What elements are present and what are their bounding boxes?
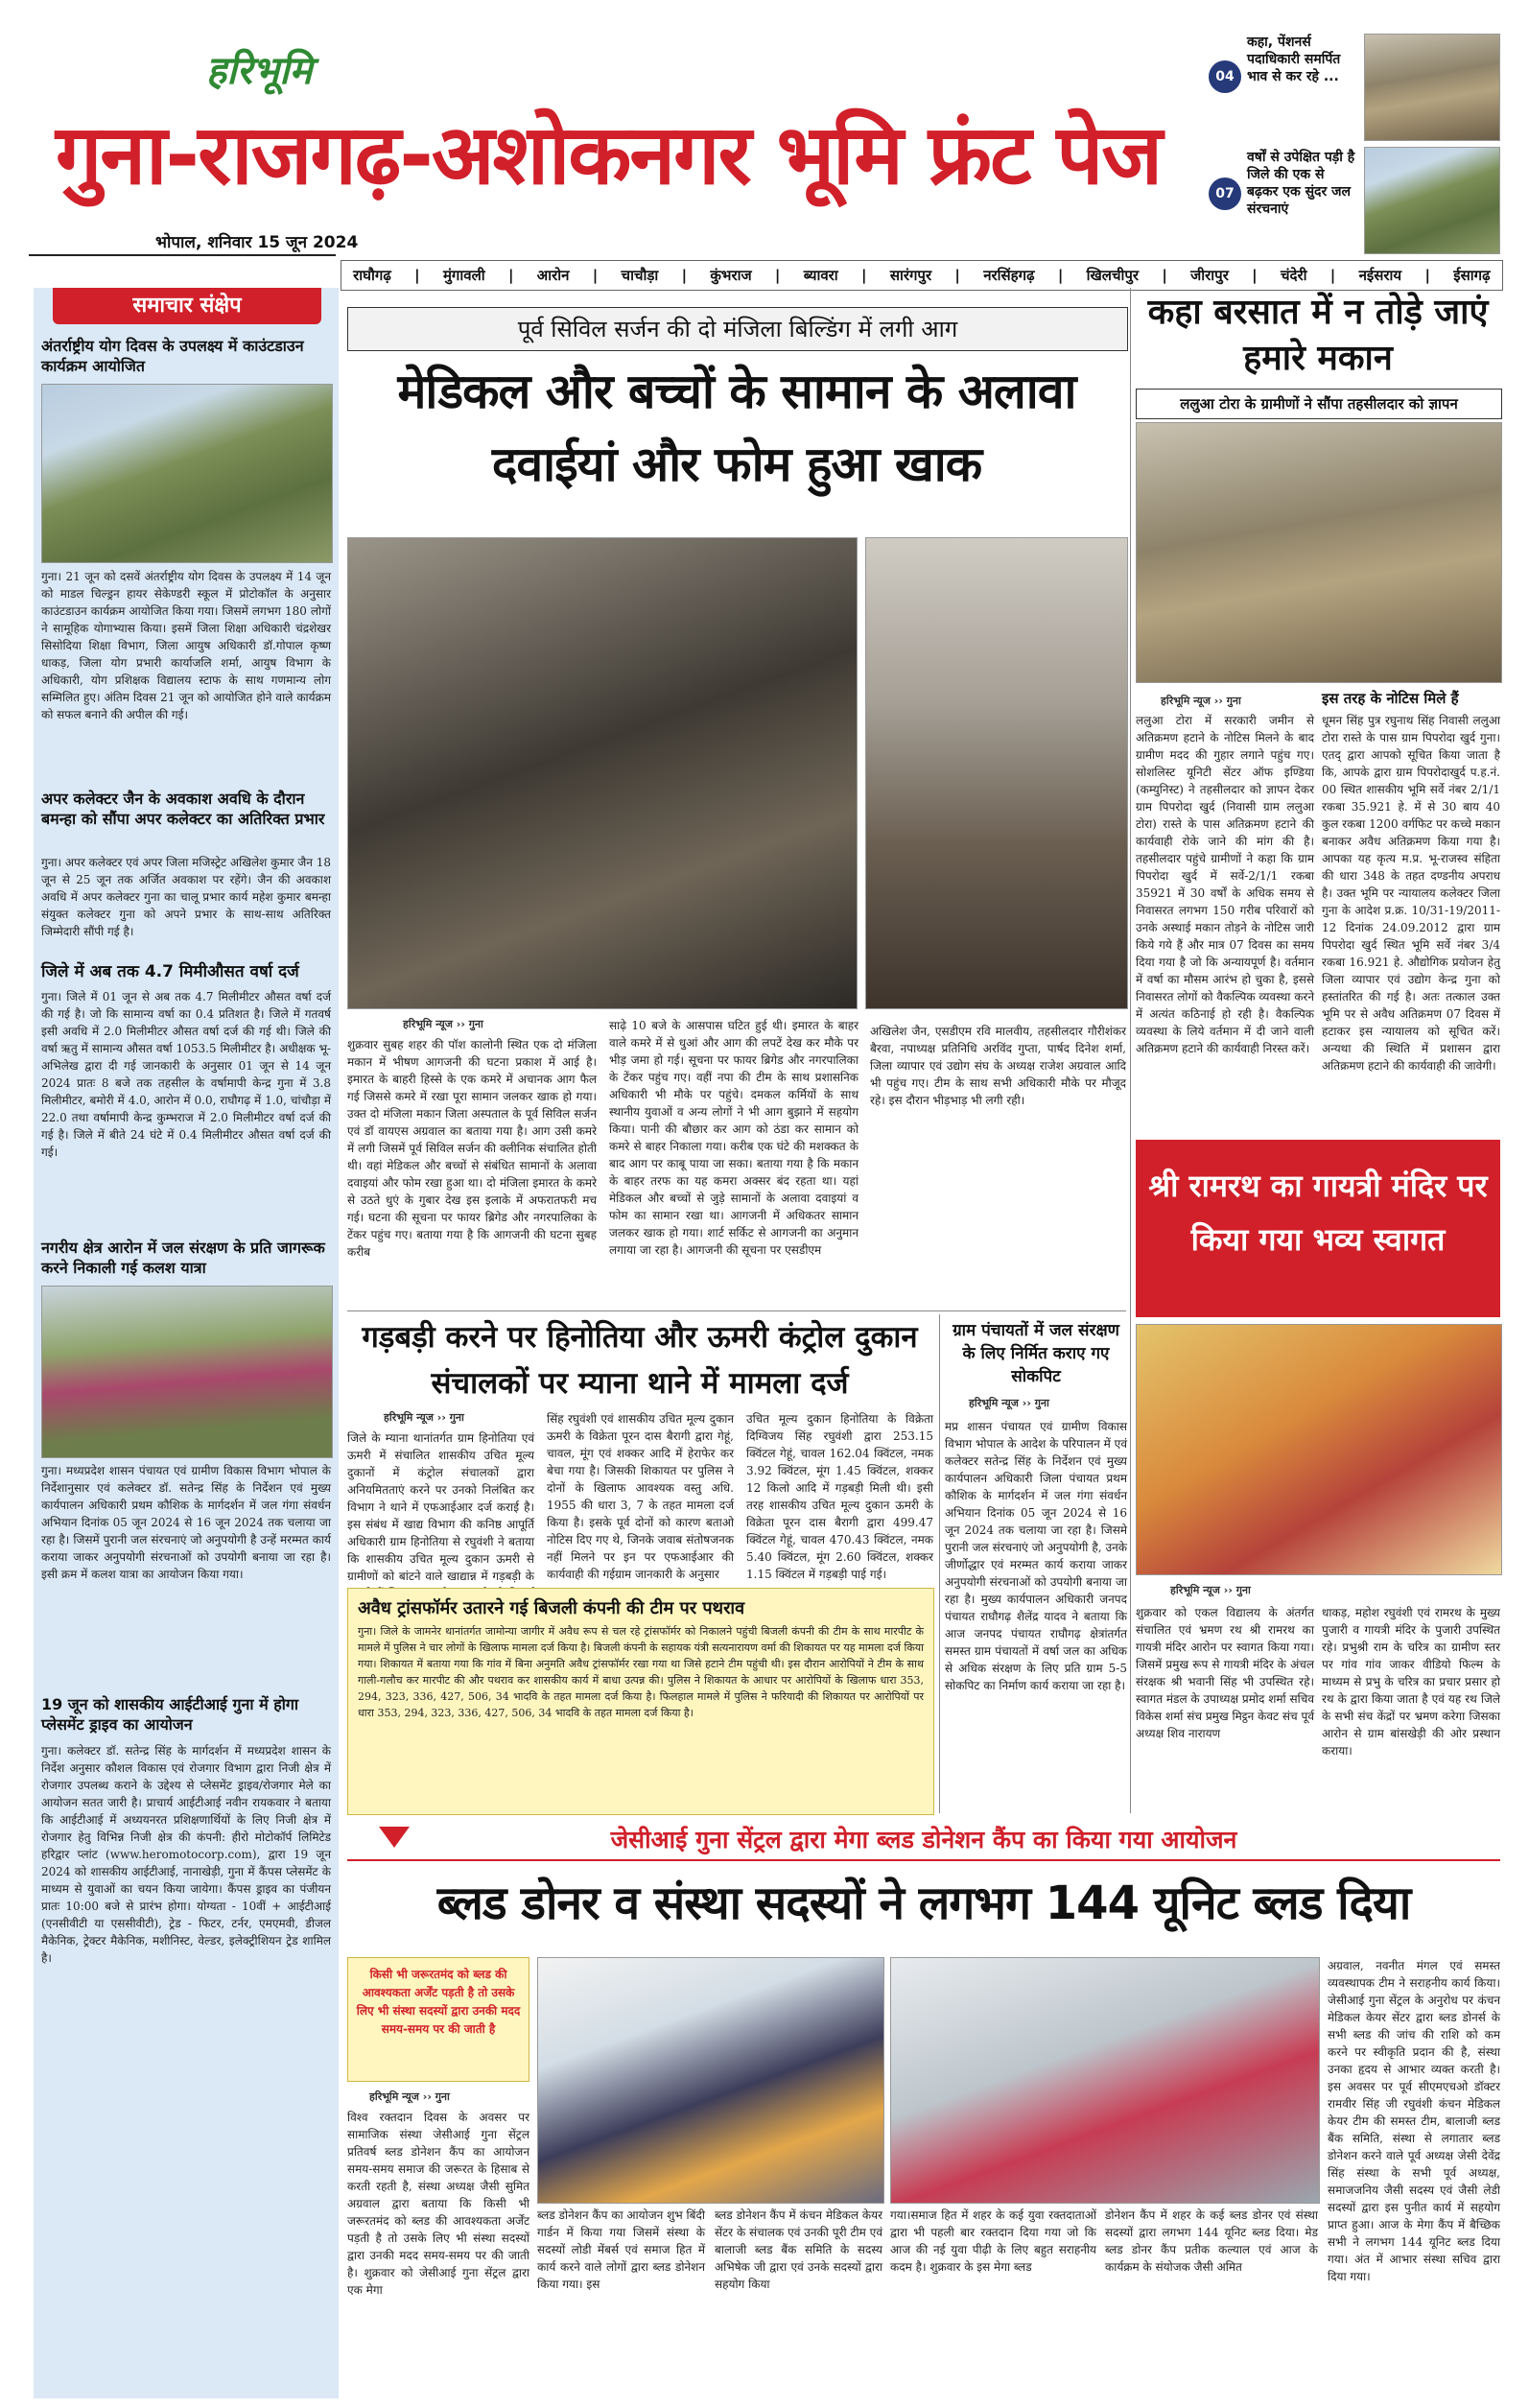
brief-body: गुना। अपर कलेक्टर एवं अपर जिला मजिस्ट्रेट अखिलेश कुमार जैन 18 जून से 25 जून तक अर्जित अवकाश पर रहेंगे। जैन की अवकाश अवधि में अपर कलेक्टर गुना का चालू प्रभार कार्य महेश कुमार बमन्हा संयुक्त कलेक्टर गुना को अपने प्रभार के साथ-साथ अतिरिक्त जिम्मेदारी सौंपी गई है। <box>41 856 331 938</box>
scam-headline[interactable]: गड़बड़ी करने पर हिनोतिया और ऊमरी कंट्रोल दुकान संचालकों पर म्याना थाने में मामला दर्ज <box>362 1320 918 1401</box>
houses-col2: धूमन सिंह पुत्र रघुनाथ सिंह निवासी ललुआ टोरा रास्ते के पास ग्राम पिपरोदा खुर्द गुना। एतद् द्वारा आपको सूचित किया जाता है कि, आपके द्वारा ग्राम पिपरोदाखुर्द प.ह.नं. 00 स्थित शासकीय भूमि सर्वे नंबर 2/1/1 रकबा 35.921 हे. में से 30 बाय 40 कुल रकबा 1200 वर्गफिट पर कच्चे मकान बनाकर अवैध अतिक्रमण किया गया है। आपका यह कृत्य म.प्र. भू-राजस्व संहिता की धारा 348 के तहत दण्डनीय अपराध है। उक्त भूमि पर न्यायालय कलेक्टर जिला गुना के आदेश प्र.क्र. 10/31-19/2011-12 दिनांक 24.09.2012 द्वारा ग्राम पिपरोदा खुर्द स्थित भूमि सर्वे नंबर 3/4 रकबा 16.921 हे. औद्योगिक प्रयोजन हेतु जिला व्यापार एवं उद्योग केन्द्र गुना को हस्तांतरित की गई है। अतः तत्काल उक्त भूमि पर से अवैध अतिक्रमण 07 दिवस में हटाकर इस न्यायालय को सूचित करें। अन्यथा की स्थिति में प्रशासन द्वारा अतिक्रमण हटाने की कार्यवाही की जावेगी। <box>1322 714 1500 1073</box>
brief-header: समाचार संक्षेप <box>53 288 321 324</box>
town-item[interactable]: ब्यावरा <box>803 267 838 284</box>
blood-col2: अग्रवाल, नवनीत मंगल एवं समस्त व्यवस्थापक टीम ने सराहनीय कार्य किया। जेसीआई गुना सेंट्रल के अनुरोध पर कंचन मेडिकल केयर सेंटर द्वारा ब्लड डोनर्स के सभी ब्लड की जांच की राशि को कम करने पर स्वीकृति प्रदान की है, संस्था उनका हृदय से आभार व्यक्त करती है। इस अवसर पर पूर्व सीएमएचओ डॉक्टर रामवीर सिंह जी रघुवंशी कंचन मेडिकल केयर टीम की समस्त टीम, बालाजी ब्लड बैंक समिति, संस्था से लगातार ब्लड डोनेशन करने वाले पूर्व अध्यक्ष जेसी देवेंद्र सिंह संस्था के सभी पूर्व अध्यक्ष, समाजजनिय जैसी सदस्य एवं जैसी लेडी सदस्यों द्वारा इस पुनीत कार्य में सहयोग प्राप्त हुआ। आज के मेगा कैंप में बैच्छिक सभी ने लगभग 144 यूनिट ब्लड दिया गया। अंत में आभार संस्था सचिव द्वारा दिया गया। <box>1328 1959 1500 2283</box>
temple-col2: धाकड़, महोश रघुवंशी एवं रामरथ के मुख्य पुजारी व गायत्री मंदिर के पुजारी उपस्थित रहे। प्रभुश्री राम के चरित्र का ग्रामीण स्तर पर गांव गांव जाकर वीडियो फिल्म के माध्यम से प्रभु के चरित्र का प्रचार प्रसार हो रथ के द्वारा किया जाता है एवं यह रथ जिले के सभी संच केंद्रों पर भ्रमण करेगा जिसका आरोन से ग्राम बांसखेड़ी की ओर प्रस्थान कराया। <box>1322 1606 1500 1758</box>
brief-body: गुना। जिले में 01 जून से अब तक 4.7 मिलीमीटर औसत वर्षा दर्ज की गई है। जो कि सामान्य वर्षा का 0.4 प्रतिशत है। जिले में गतवर्ष इसी अवधि में 2.0 मिलीमीटर औसत वर्षा दर्ज की गई थी। जिले की वर्षा ऋतु में सामान्य औसत वर्षा 1053.5 मिलीमीटर है। अधीक्षक भू-अभिलेख द्वारा दी गई जानकारी के अनुसार 01 जून से 14 जून 2024 प्रातः 8 बजे तक तहसील के वर्षामापी केन्द्र गुना में 3.8 मिलीमीटर, बमोरी में 4.0, आरोन में 0.0, राघौगढ़ में 1.0, चांचौड़ा में 22.0 तथा वर्षामापी केन्द्र कुम्भराज में 2.0 मिलीमीटर वर्षा दर्ज की गई है। जिले में बीते 24 घंटे में 0.4 मिलीमीटर औसत वर्षा दर्ज की गई। <box>41 990 331 1159</box>
blood-quote: किसी भी जरूरतमंद को ब्लड की आवश्यकता अर्जेंट पड़ती है तो उसके लिए भी संस्था सदस्यों द्वारा उनकी मदद समय-समय पर की जाती है <box>347 1957 529 2082</box>
kalash-yatra-photo <box>41 1286 333 1458</box>
dateline: भोपाल, शनिवार 15 जून 2024 <box>155 233 359 252</box>
scam-byline: हरिभूमि न्यूज ›› गुना <box>384 1411 464 1424</box>
houses-subhead2: इस तरह के नोटिस मिले हैं <box>1322 690 1459 707</box>
page-title: गुना-राजगढ़-अशोकनगर भूमि फ्रंट पेज <box>56 107 1162 203</box>
villagers-photo <box>1136 422 1502 683</box>
water-body: मप्र शासन पंचायत एवं ग्रामीण विकास विभाग भोपाल के आदेश के परिपालन में एवं कलेक्टर सतेन्द्र सिंह के निर्देशन एवं मुख्य कार्यपालन अधिकारी जिला पंचायत प्रथम कौशिक के मार्गदर्शन में जल गंगा संवर्धन अभियान दिनांक 05 जून 2024 से 16 जून 2024 तक चलाया जा रहा है। जिसमे पुरानी जल संरचनाएं जो अनुपयोगी है, उनके जीर्णोद्धार एवं मरम्मत कार्य कराया जाकर अनुपयोगी संरचनाओं को उपयोगी बनाया जा रहा है। मुख्य कार्यपालन अधिकारी जनपद पंचायत राघौगढ़ शैलेंद्र यादव ने बताया कि आज जनपद पंचायत राघौगढ़ क्षेत्रांतर्गत समस्त ग्राम पंचायतों में वर्षा जल का अधिक से अधिक संरक्षण के लिए प्रति ग्राम 5-5 सोकपिट का निर्माण कार्य कराया जा रहा है। <box>945 1420 1127 1692</box>
town-item[interactable]: चाचौड़ा <box>621 267 659 284</box>
brief-body: गुना। कलेक्टर डॉ. सतेन्द्र सिंह के मार्गदर्शन में मध्यप्रदेश शासन के निर्देश अनुसार कौशल विकास एवं रोजगार विभाग द्वारा निजी क्षेत्र में रोजगार उपलब्ध कराने के उद्देश्य से प्लेसमेंट ड्राइव/रोजगार मेले का आयोजन सतत जारी है। प्राचार्य आईटीआई नवीन रायकवार ने बताया कि आईटीआई में अध्ययनरत प्रशिक्षणार्थियों के लिए निजी क्षेत्र में रोजगार हेतु विभिन्न निजी क्षेत्र की कंपनी: हीरो मोटोकॉर्प लिमिटेड हरिद्वार प्लांट (www.heromotocorp.com), द्वारा 19 जून 2024 को शासकीय आईटीआई, नानाखेड़ी, गुना में कैंपस प्लेसमेंट के माध्यम से युवाओं का चयन किया जायेगा। कैंपस ड्राइव का पंजीयन प्रातः 10:00 बजे से प्रारंभ होगा। योग्यता - 10वीं + आईटीआई (एनसीवीटी या एससीवीटी), ट्रेड - फिटर, टर्नर, एमएमवी, डीजल मैकेनिक, ट्रेक्टर मैकेनिक, मशीनिस्ट, वेल्डर, इलेक्ट्रीशियन ट्रेड शामिल है। <box>41 1744 331 1965</box>
town-strip: राघौगढ़ | मुंगावली | आरोन | चाचौड़ा | कुंभराज | ब्यावरा | सारंगपुर | नरसिंहगढ़ | खिलचीपुर | जीरापुर | चंदेरी | नईसराय | ईसागढ़ <box>341 260 1503 291</box>
teaser-photo <box>1364 147 1500 254</box>
blood-byline: हरिभूमि न्यूज ›› गुना <box>369 2090 450 2103</box>
teaser-photo <box>1364 34 1500 141</box>
teaser-text[interactable]: कहा, पेंशनर्स पदाधिकारी समर्पित भाव से कर रहे ... <box>1247 35 1341 84</box>
fire-byline: हरिभूमि न्यूज ›› गुना <box>403 1018 483 1030</box>
ramrath-photo <box>1136 1324 1502 1575</box>
blood-icon <box>379 1827 410 1848</box>
brief-body: गुना। मध्यप्रदेश शासन पंचायत एवं ग्रामीण विकास विभाग भोपाल के निर्देशानुसार एवं कलेक्टर डॉ. सतेन्द्र सिंह के निर्देशन एवं मुख्य कार्यपालन अधिकारी प्रथम कौशिक के मार्गदर्शन में जल गंगा संवर्धन अभियान दिनांक 05 जून 2024 से 16 जून 2024 तक चलाया जा रहा है। जिसमें पुरानी जल संरचनाएं जो अनुपयोगी है उन्हें मरम्मत कार्य कराया जाकर अनुपयोगी संरचनाओं को उपयोगी बनाया जा रहा है। इसी क्रम में कलश यात्रा का आयोजन किया गया। <box>41 1464 331 1581</box>
water-headline[interactable]: ग्राम पंचायतों में जल संरक्षण के लिए निर्मित कराए गए सोकपिट <box>953 1321 1119 1386</box>
brief-title[interactable]: जिले में अब तक 4.7 मिमीऔसत वर्षा दर्ज <box>41 962 299 981</box>
town-item[interactable]: नईसराय <box>1358 267 1402 284</box>
brief-title[interactable]: अंतर्राष्ट्रीय योग दिवस के उपलक्ष्य में काउंटडाउन कार्यक्रम आयोजित <box>41 337 304 375</box>
brief-title[interactable]: 19 जून को शासकीय आईटीआई गुना में होगा प्लेसमेंट ड्राइव का आयोजन <box>41 1695 299 1734</box>
blood-headline[interactable]: ब्लड डोनर व संस्था सदस्यों ने लगभग 144 यूनिट ब्लड दिया <box>436 1877 1411 1930</box>
column-rule <box>939 1314 940 1813</box>
fire-kicker: पूर्व सिविल सर्जन की दो मंजिला बिल्डिंग में लगी आग <box>347 307 1128 351</box>
transformer-box <box>347 1588 934 1815</box>
burnt-building-photo <box>347 537 858 1009</box>
yoga-photo <box>41 384 333 563</box>
temple-byline: हरिभूमि न्यूज ›› गुना <box>1170 1584 1251 1596</box>
houses-headline[interactable]: कहा बरसात में न तोड़े जाएं हमारे मकान <box>1147 293 1489 378</box>
transformer-headline[interactable]: अवैध ट्रांसफॉर्मर उतारने गई बिजली कंपनी की टीम पर पथराव <box>358 1598 745 1618</box>
blood-caption3: गया।समाज हित में शहर के कई युवा रक्तदाताओं द्वारा भी पहली बार रक्तदान दिया गया जो कि आज की नई युवा पीढ़ी के लिए बहुत सराहनीय कदम है। शुक्रवार के इस मेगा ब्लड <box>890 2208 1096 2274</box>
fire-smoke-photo <box>865 537 1128 1009</box>
town-item[interactable]: कुंभराज <box>710 267 752 284</box>
fire-col1: शुक्रवार सुबह शहर की पॉश कालोनी स्थित एक दो मंजिला मकान में भीषण आगजनी की घटना प्रकाश में आई है। इमारत के बाहरी हिस्से के एक कमरे में अचानक आग फैल गई जिससे कमरे में रखा पूरा सामान जलकर खाक हो गया। उक्त दो मंजिला मकान जिला अस्पताल के पूर्व सिविल सर्जन एवं डॉ वायएस अग्रवाल का बताया गया है। आग उसी कमरे में लगी जिसमें पूर्व सिविल सर्जन की क्लीनिक संचालित होती थी। वहां मेडिकल और बच्चों से संबंधित सामानों के अलावा दवाइयां और फोम रखा हुआ था। दो मंजिला इमारत के कमरे से उठते धुएं के गुबार देख इस इलाके में अफरातफरी मच गई। घटना की सूचना पर फायर ब्रिगेड और नगरपालिका के टेंकर पहुंच गए। बताया गया है कि आगजनी की घटना सुबह करीब <box>347 1038 597 1259</box>
town-item[interactable]: ईसागढ़ <box>1453 267 1491 284</box>
town-item[interactable]: सारंगपुर <box>889 267 932 284</box>
houses-byline: हरिभूमि न्यूज ›› गुना <box>1161 695 1241 707</box>
brief-title[interactable]: अपर कलेक्टर जैन के अवकाश अवधि के दौरान बमन्हा को सौंपा अपर कलेक्टर का अतिरिक्त प्रभार <box>41 790 325 828</box>
blood-caption2: ब्लड डोनेशन कैंप में कंचन मेडिकल केयर सेंटर के संचालक एवं उनकी पूरी टीम एवं बालाजी ब्लड बैंक समिति के सदस्य अभिषेक जी द्वारा एवं उनके सदस्यों द्वारा सहयोग किया <box>715 2208 882 2291</box>
transformer-body: गुना। जिले के जामनेर थानांतर्गत जामोन्या जागीर में अवैध रूप से चल रहे ट्रांसफॉर्मर को निकालने पहुंची बिजली कंपनी की टीम के साथ मारपीट के मामले में पुलिस ने चार लोगों के खिलाफ मामला दर्ज किया है। बिजली कंपनी के सहायक यंत्री सत्यनारायण वर्मा की शिकायत पर यह मामला दर्ज किया गया। शिकायत में बताया गया कि गांव में बिना अनुमति अवैध ट्रांसफॉर्मर रखा गया था जिसे हटाने टीम पहुंची थी। इस दौरान आरोपियों ने टीम के साथ गाली-गलौच कर मारपीट की और पथराव कर शासकीय कार्य में बाधा उत्पन्न की। पुलिस ने शिकायत के आधार पर आरोपियों के खिलाफ धारा 353, 294, 323, 336, 427, 506, 34 भादवि के तहत मामला दर्ज किया है। फिलहाल मामले में पुलिस ने फरियादी की शिकायत पर आरोपियों पर धारा 353, 294, 323, 336, 427, 506, 34 भादवि के तहत मामला दर्ज किया है। <box>358 1625 924 1719</box>
masthead-rule <box>29 254 336 256</box>
blood-kicker: जेसीआई गुना सेंट्रल द्वारा मेगा ब्लड डोनेशन कैंप का किया गया आयोजन <box>347 1821 1500 1861</box>
scam-col1: जिले के म्याना थानांतर्गत ग्राम हिनोतिया एवं ऊमरी में संचालित शासकीय उचित मूल्य दुकानों में कंट्रोल संचालकों द्वारा अनियमितताएं करने पर उनको निलंबित कर विभाग ने थाने में एफआईआर दर्ज कराई है। इस संबंध में खाद्य विभाग की कनिष्ठ आपूर्ति अधिकारी ग्राम हिनोतिया से रघुवंशी ने बताया कि शासकीय उचित मूल्य दुकान ऊमरी से ग्रामीणों को बांटने वाले खाद्यान्न में गड़बड़ी के <box>347 1431 534 1583</box>
town-item[interactable]: आरोन <box>536 267 570 284</box>
section-rule <box>347 1310 1126 1311</box>
scam-col2: सिंह रघुवंशी एवं शासकीय उचित मूल्य दुकान ऊमरी के विक्रेता पूरन दास बैरागी द्वारा गेहूं, चावल, मूंग एवं शक्कर आदि में हेराफेर कर बेचा गया है। जिसकी शिकायत पर पुलिस ने दोनों के खिलाफ आवश्यक वस्तु अधि. 1955 की धारा 3, 7 के तहत मामला दर्ज किया है। इसके पूर्व दोनों को कारण बताओ नोटिस दिए गए थे, जिनके जवाब संतोषजनक नहीं मिलने पर इन पर एफआईआर की कार्यवाही की गईग्राम जानकारी के अनुसार <box>547 1412 734 1581</box>
logo: हरिभूमि <box>206 49 313 93</box>
teaser-badge: 04 <box>1209 60 1241 93</box>
town-item[interactable]: नरसिंहगढ़ <box>983 267 1035 284</box>
teaser-box <box>1209 34 1501 254</box>
brief-body: गुना। 21 जून को दसवें अंतर्राष्ट्रीय योग दिवस के उपलक्ष्य में 14 जून को माडल चिल्ड्रन हायर सेकेण्डरी स्कूल में प्रोटोकॉल के अनुसार काउंटडाउन कार्यक्रम आयोजित किया गया। जिसमें लगभग 180 लोगों ने सामूहिक योगाभ्यास किया। इसमें जिला शिक्षा अधिकारी चंद्रशेखर सिसोदिया शिक्षा विभाग, जिला आयुष अधिकारी डॉ.गोपाल कृष्ण धाकड़, जिला योग प्रभारी कार्याजलि शर्मा, आयुष विभाग के अधिकारी, योग प्रशिक्षक विद्यालय स्टाफ के साथ गणमान्य लोग सम्मिलित हुए। अंतिम दिवस 21 जून को आयोजित होने वाले कार्यक्रम को सफल बनाने की अपील की गई। <box>41 570 331 721</box>
column-rule <box>1130 288 1131 1813</box>
water-byline: हरिभूमि न्यूज ›› गुना <box>969 1397 1049 1409</box>
town-item[interactable]: खिलचीपुर <box>1086 267 1140 284</box>
houses-col1: ललुआ टोरा में सरकारी जमीन से अतिक्रमण हटाने के नोटिस मिलने के बाद ग्रामीण मदद की गुहार लगाने पहुंच गए। सोशलिस्ट यूनिटी सेंटर ऑफ इण्डिया (कम्युनिस्ट) ने तहसीलदार को ज्ञापन देकर ग्राम पिपरोदा खुर्द (निवासी ग्राम ललुआ टोरा) रास्ते के पास अतिक्रमण हटाने की कार्यवाही रोके जाने की मांग की है। तहसीलदार पहुंचे ग्रामीणों ने कहा कि ग्राम पिपरोदा खुर्द में सर्वे-2/1/1 रकबा 35921 में 30 वर्षों के अधिक समय से निवासरत लगभग 150 गरीब परिवारों को उनके अस्थाई मकान तोड़ने के नोटिस जारी किये गये हैं और मात्र 07 दिवस का समय दिया गया है जो कि अन्यायपूर्ण है। वर्तमान में वर्षा का मौसम आरंभ हो चुका है, इससे निवासरत लोगों को वैकल्पिक व्यवस्था करने में अत्यंत कठिनाई हो रही है। वैकल्पिक व्यवस्था के लिये वर्तमान में दी जाने वाली अतिक्रमण हटाने की कार्यवाही निरस्त करें। <box>1136 714 1314 1055</box>
town-item[interactable]: राघौगढ़ <box>353 267 391 284</box>
blood-caption1: ब्लड डोनेशन कैंप का आयोजन शुभ बिंदी गार्डन में किया गया जिसमें संस्था के सदस्यों लोडी मेंबर्स एवं समाज हित में कार्य करने वाले लोगों द्वारा ब्लड डोनेशन किया गया। इस <box>537 2208 705 2291</box>
town-item[interactable]: चंदेरी <box>1280 267 1307 284</box>
fire-headline[interactable]: मेडिकल और बच्चों के सामान के अलावा दवाईयां और फोम हुआ खाक <box>397 364 1076 492</box>
temple-col1: शुक्रवार को एकल विद्यालय के अंतर्गत संचालित एवं भ्रमण रथ श्री रामरथ का गायत्री मंदिर आरोन पर स्वागत किया गया। जिसमें प्रमुख रूप से गायत्री मंदिर के अंचल संरक्षक श्री भवानी सिंह भी उपस्थित रहे। स्वागत मंडल के उपाध्यक्ष प्रमोद शर्मा सचिव विकेस शर्मा संच प्रमुख मिट्ठन केवट संच पूर्व अध्यक्ष शिव नारायण <box>1136 1606 1314 1740</box>
blood-col1: विश्व रक्तदान दिवस के अवसर पर सामाजिक संस्था जेसीआई गुना सेंट्रल प्रतिवर्ष ब्लड डोनेशन कैंप का आयोजन समय-समय समाज की जरूरत के हिसाब से करती रहती है, संस्था अध्यक्ष जैसी सुमित अग्रवाल द्वारा बताया कि किसी भी जरूरतमंद को ब्लड की आवश्यकता अर्जेंट पड़ती है तो उसके लिए भी संस्था सदस्यों द्वारा उनकी मदद समय-समय पर की जाती है। शुक्रवार को जेसीआई गुना सेंट्रल द्वारा एक मेगा <box>347 2111 529 2297</box>
town-item[interactable]: मुंगावली <box>442 267 485 284</box>
brief-column <box>34 288 339 2398</box>
fire-col2: साढ़े 10 बजे के आसपास घटित हुई थी। इमारत के बाहर वाले कमरे में से धुआं और आग की लपटें देख कर मौके पर भीड़ जमा हो गई। सूचना पर फायर ब्रिगेड और नगरपालिका के टेंकर पहुंच गए। वहीं नपा की टीम के साथ प्रशासनिक अधिकारी भी मौके पर पहुंचे। दमकल कर्मियों के साथ स्थानीय युवाओं व अन्य लोगों ने भी आग बुझाने में सहयोग किया। पानी की बौछार कर आग को ठंडा कर सामान को कमरे से बाहर निकाला गया। करीब एक घंटे की मशक्कत के बाद आग पर काबू पाया जा सका। बताया गया है कि मकान के बाहर तरफ का यह कमरा अक्सर बंद रहता था। यहां मेडिकल और बच्चों से जुड़े सामानों के अलावा दवाइयां व फोम का सामान रखा था। आगजनी में अधिकतर सामान जलकर खाक हो गया। शार्ट सर्किट से आगजनी का अनुमान लगाया जा रहा है। आगजनी की सूचना पर एसडीएम <box>609 1019 859 1257</box>
houses-subhead: ललुआ टोरा के ग्रामीणों ने सौंपा तहसीलदार को ज्ञापन <box>1136 389 1502 419</box>
brief-title[interactable]: नगरीय क्षेत्र आरोन में जल संरक्षण के प्रति जागरूक करने निकाली गई कलश यात्रा <box>41 1239 325 1277</box>
teaser-text[interactable]: वर्षों से उपेक्षित पड़ी है जिले की एक से बढ़कर एक सुंदर जल संरचनाएं <box>1247 150 1355 217</box>
town-item[interactable]: जीरापुर <box>1190 267 1229 284</box>
scam-col3: उचित मूल्य दुकान हिनोतिया के विक्रेता दिग्विजय सिंह रघुवंशी द्वारा 253.15 क्विंटल गेहूं, चावल 162.04 क्विंटल, नमक 3.92 क्विंटल, मूंग 1.45 क्विंटल, शक्कर 12 किलो आदि में गड़बड़ी मिली थी। इसी तरह शासकीय उचित मूल्य दुकान ऊमरी के विक्रेता पूरन दास बैरागी द्वारा 499.47 क्विंटल गेहूं, चावल 470.43 क्विंटल, नमक 5.40 क्विंटल, मूंग 2.60 क्विंटल, शक्कर 1.15 क्विंटल में गड़बड़ी पाई गई। <box>746 1412 933 1581</box>
temple-headline[interactable]: श्री रामरथ का गायत्री मंदिर पर किया गया भव्य स्वागत <box>1148 1168 1488 1258</box>
blood-donation-photo <box>890 1957 1320 2204</box>
temple-headline-box <box>1136 1140 1500 1317</box>
teaser-badge: 07 <box>1209 177 1241 210</box>
blood-caption4: डोनेशन कैंप में शहर के कई ब्लड डोनर एवं संस्था सदस्यों द्वारा लगभग 144 यूनिट ब्लड दिया। मेड ब्लड डोनर कैंप प्रतीक कल्याल एवं आज के कार्यक्रम के संयोजक जैसी अमित <box>1105 2208 1318 2274</box>
blood-camp-banner-photo <box>537 1957 884 2204</box>
fire-col3: अखिलेश जैन, एसडीएम रवि मालवीय, तहसीलदार गौरीशंकर बैरवा, नपाध्यक्ष प्रतिनिधि अरविंद गुप्ता, पार्षद दिनेश शर्मा, जिला व्यापार एवं उद्योग संघ के अध्यक्ष राजेश अग्रवाल आदि भी पहुंच गए। टीम के साथ सभी अधिकारी मौके पर मौजूद रहे। इस दौरान भीड़भाड़ भी लगी रही। <box>870 1025 1126 1107</box>
